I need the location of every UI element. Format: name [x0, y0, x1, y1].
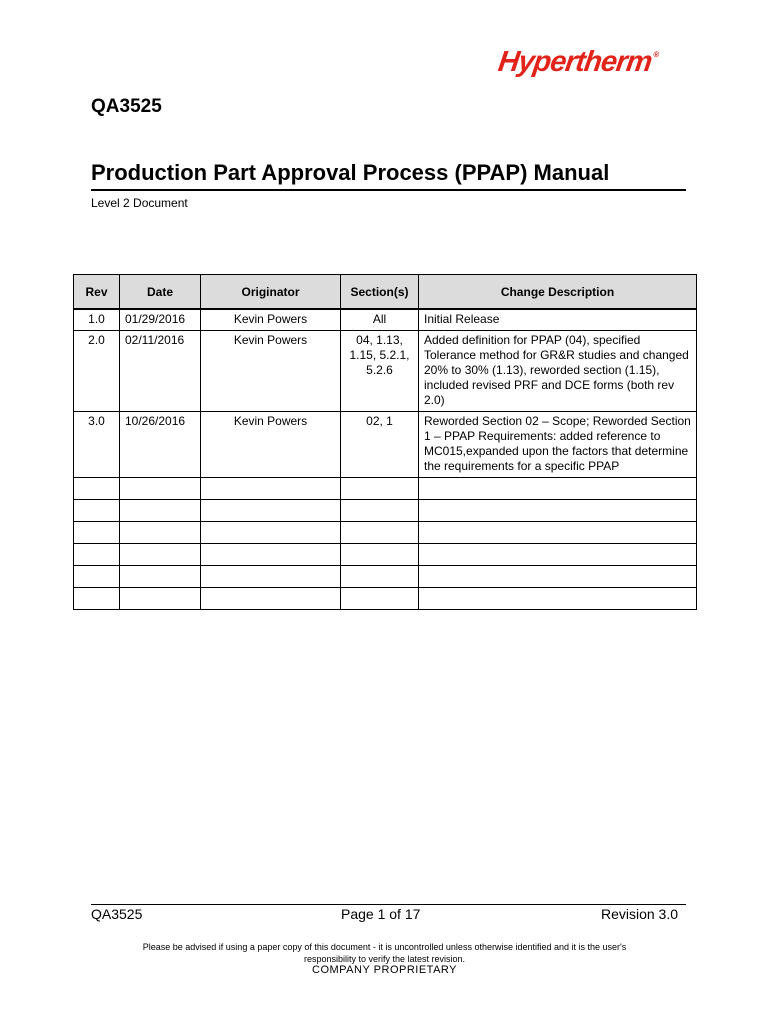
- cell-originator: Kevin Powers: [201, 331, 341, 412]
- empty-cell: [201, 522, 341, 544]
- cell-rev: 1.0: [74, 309, 120, 331]
- company-logo: [495, 46, 658, 86]
- cell-originator: Kevin Powers: [201, 309, 341, 331]
- empty-table-row: [74, 566, 697, 588]
- cell-date: 10/26/2016: [120, 412, 201, 478]
- table-row: [74, 331, 697, 412]
- empty-cell: [120, 522, 201, 544]
- empty-cell: [419, 588, 697, 610]
- table-header-row: [74, 275, 697, 310]
- cell-originator: Kevin Powers: [201, 412, 341, 478]
- logo-text: Hypertherm: [496, 46, 654, 78]
- revision-history-table: [73, 274, 697, 610]
- column-header-sections: Section(s): [341, 275, 419, 310]
- cell-rev: 3.0: [74, 412, 120, 478]
- document-level: Level 2 Document: [91, 196, 188, 210]
- empty-cell: [419, 544, 697, 566]
- column-header-date: Date: [120, 275, 201, 310]
- empty-cell: [419, 566, 697, 588]
- empty-cell: [74, 500, 120, 522]
- empty-cell: [201, 478, 341, 500]
- cell-sections: 02, 1: [341, 412, 419, 478]
- empty-cell: [201, 544, 341, 566]
- empty-cell: [120, 544, 201, 566]
- column-header-originator: Originator: [201, 275, 341, 310]
- cell-sections: All: [341, 309, 419, 331]
- registered-mark: ®: [652, 50, 659, 59]
- disclaimer-line-1: Please be advised if using a paper copy of this document - it is uncontrolled unless otherwise identified and it is the user's: [142, 942, 627, 952]
- disclaimer-line-2: responsibility to verify the latest revision.: [303, 954, 466, 964]
- empty-cell: [120, 478, 201, 500]
- empty-table-row: [74, 500, 697, 522]
- empty-table-row: [74, 522, 697, 544]
- column-header-change-description: Change Description: [419, 275, 697, 310]
- cell-description: Reworded Section 02 – Scope; Reworded Section 1 – PPAP Requirements: added reference to MC015,expanded upon the factors that determine the requirements for a specific PPAP: [419, 412, 697, 478]
- empty-cell: [341, 544, 419, 566]
- footer-revision: Revision 3.0: [600, 906, 678, 922]
- empty-cell: [74, 478, 120, 500]
- cell-description: Added definition for PPAP (04), specified Tolerance method for GR&R studies and changed 20% to 30% (1.13), reworded section (1.15), included revised PRF and DCE forms (both rev 2.0): [419, 331, 697, 412]
- empty-cell: [201, 588, 341, 610]
- empty-cell: [120, 500, 201, 522]
- cell-date: 02/11/2016: [120, 331, 201, 412]
- cell-description: Initial Release: [419, 309, 697, 331]
- empty-cell: [341, 500, 419, 522]
- empty-cell: [341, 566, 419, 588]
- empty-table-row: [74, 588, 697, 610]
- empty-cell: [201, 500, 341, 522]
- cell-rev: 2.0: [74, 331, 120, 412]
- empty-cell: [419, 478, 697, 500]
- footer-document-number: QA3525: [91, 906, 143, 922]
- table-row: [74, 412, 697, 478]
- document-title: Production Part Approval Process (PPAP) Manual: [91, 160, 686, 191]
- empty-cell: [120, 566, 201, 588]
- empty-cell: [341, 588, 419, 610]
- empty-table-row: [74, 544, 697, 566]
- empty-cell: [341, 522, 419, 544]
- cell-sections: 04, 1.13, 1.15, 5.2.1, 5.2.6: [341, 331, 419, 412]
- column-header-rev: Rev: [74, 275, 120, 310]
- empty-cell: [341, 478, 419, 500]
- empty-cell: [74, 588, 120, 610]
- company-proprietary-label: COMPANY PROPRIETARY: [312, 964, 457, 976]
- empty-cell: [74, 544, 120, 566]
- footer-page-number: Page 1 of 17: [341, 906, 421, 922]
- document-number: QA3525: [91, 96, 162, 117]
- empty-cell: [120, 588, 201, 610]
- table-row: [74, 309, 697, 331]
- footer-divider: [91, 904, 686, 905]
- empty-cell: [74, 522, 120, 544]
- empty-cell: [419, 500, 697, 522]
- empty-cell: [419, 522, 697, 544]
- empty-cell: [201, 566, 341, 588]
- empty-cell: [74, 566, 120, 588]
- cell-date: 01/29/2016: [120, 309, 201, 331]
- empty-table-row: [74, 478, 697, 500]
- footer-disclaimer: [91, 941, 678, 965]
